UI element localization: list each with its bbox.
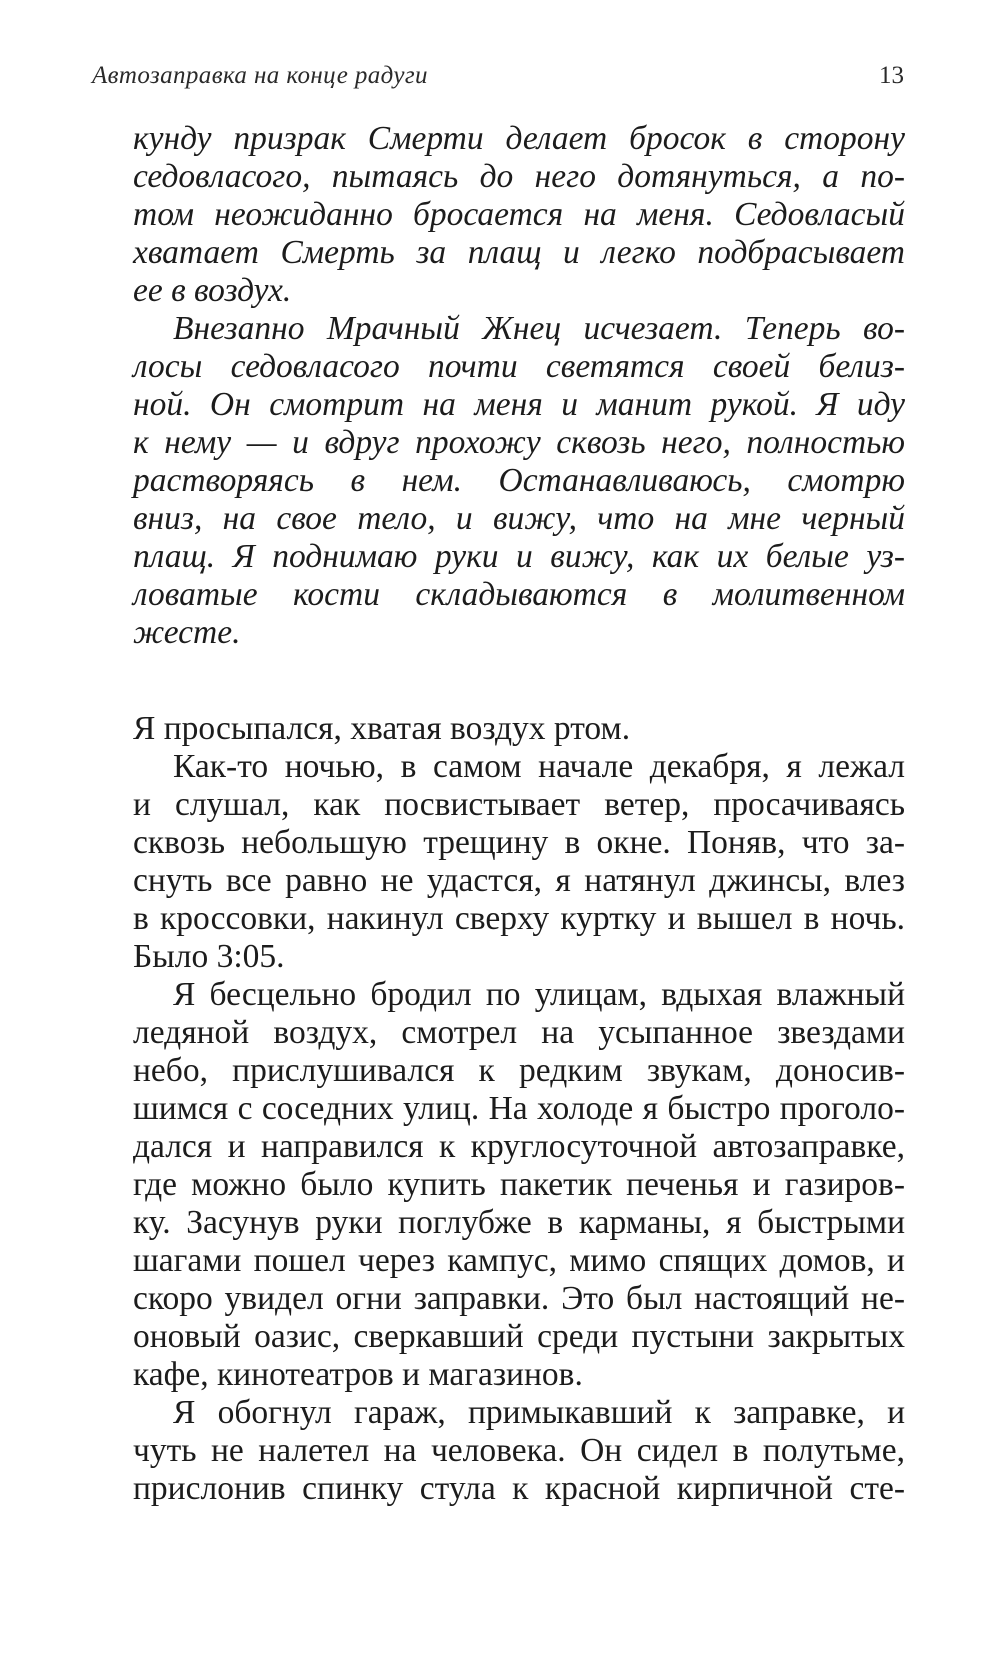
- text-line: Я обогнул гараж, примыкавший к заправке, и: [173, 1394, 905, 1431]
- main-passage: [133, 710, 905, 1508]
- main-paragraph: [133, 710, 905, 748]
- text-line: ее в воздух.: [133, 272, 292, 309]
- text-line: ку. Засунув руки поглубже в карманы, я быстрыми: [133, 1204, 905, 1241]
- text-line: вниз, на свое тело, и вижу, что на мне черный: [133, 500, 905, 537]
- main-paragraph: [133, 748, 905, 976]
- text-line: том неожиданно бросается на меня. Седовласый: [133, 196, 905, 233]
- text-line: плащ. Я поднимаю руки и вижу, как их белые уз-: [133, 538, 905, 575]
- text-line: чуть не налетел на человека. Он сидел в полутьме,: [133, 1432, 905, 1469]
- text-line: ловатые кости складываются в молитвенном: [133, 576, 905, 613]
- running-title: Автозаправка на конце радуги: [92, 62, 428, 89]
- text-line: в кроссовки, накинул сверху куртку и вышел в ночь.: [133, 900, 905, 937]
- text-line: ной. Он смотрит на меня и манит рукой. Я иду: [133, 386, 905, 423]
- text-line: небо, прислушивался к редким звукам, доносив-: [133, 1052, 905, 1089]
- dream-paragraph: [133, 120, 905, 310]
- dream-paragraph: [133, 310, 905, 652]
- text-line: ледяной воздух, смотрел на усыпанное звездами: [133, 1014, 905, 1051]
- text-line: где можно было купить пакетик печенья и газиров-: [133, 1166, 905, 1203]
- text-line: скоро увидел огни заправки. Это был настоящий не-: [133, 1280, 905, 1317]
- main-paragraph: [133, 976, 905, 1394]
- text-line: прислонив спинку стула к красной кирпичной сте-: [133, 1470, 905, 1507]
- text-line: растворяясь в нем. Останавливаюсь, смотрю: [133, 462, 905, 499]
- text-line: лосы седовласого почти светятся своей белиз-: [133, 348, 905, 385]
- body-text: [133, 120, 905, 1508]
- text-line: седовласого, пытаясь до него дотянуться, а по-: [133, 158, 905, 195]
- text-line: к нему — и вдруг прохожу сквозь него, полностью: [133, 424, 905, 461]
- text-line: и слушал, как посвистывает ветер, просачиваясь: [133, 786, 905, 823]
- text-line: дался и направился к круглосуточной автозаправке,: [133, 1128, 905, 1165]
- text-line: Я бесцельно бродил по улицам, вдыхая влажный: [173, 976, 905, 1013]
- running-header: [92, 62, 904, 102]
- text-line: Было 3:05.: [133, 938, 285, 975]
- text-line: хватает Смерть за плащ и легко подбрасывает: [133, 234, 905, 271]
- page-number: 13: [879, 62, 904, 89]
- section-gap: [133, 652, 905, 710]
- text-line: снуть все равно не удастся, я натянул джинсы, влез: [133, 862, 905, 899]
- text-line: Как-то ночью, в самом начале декабря, я лежал: [173, 748, 905, 785]
- text-line: сквозь небольшую трещину в окне. Поняв, что за-: [133, 824, 905, 861]
- dream-passage: [133, 120, 905, 652]
- text-line: кунду призрак Смерти делает бросок в сторону: [133, 120, 905, 157]
- text-line: шагами пошел через кампус, мимо спящих домов, и: [133, 1242, 905, 1279]
- text-line: кафе, кинотеатров и магазинов.: [133, 1356, 583, 1393]
- text-line: жесте.: [133, 614, 241, 651]
- main-paragraph: [133, 1394, 905, 1508]
- text-line: Я просыпался, хватая воздух ртом.: [133, 710, 631, 747]
- text-line: шимся с соседних улиц. На холоде я быстро проголо-: [133, 1090, 905, 1127]
- text-line: Внезапно Мрачный Жнец исчезает. Теперь во-: [173, 310, 905, 347]
- text-line: оновый оазис, сверкавший среди пустыни закрытых: [133, 1318, 905, 1355]
